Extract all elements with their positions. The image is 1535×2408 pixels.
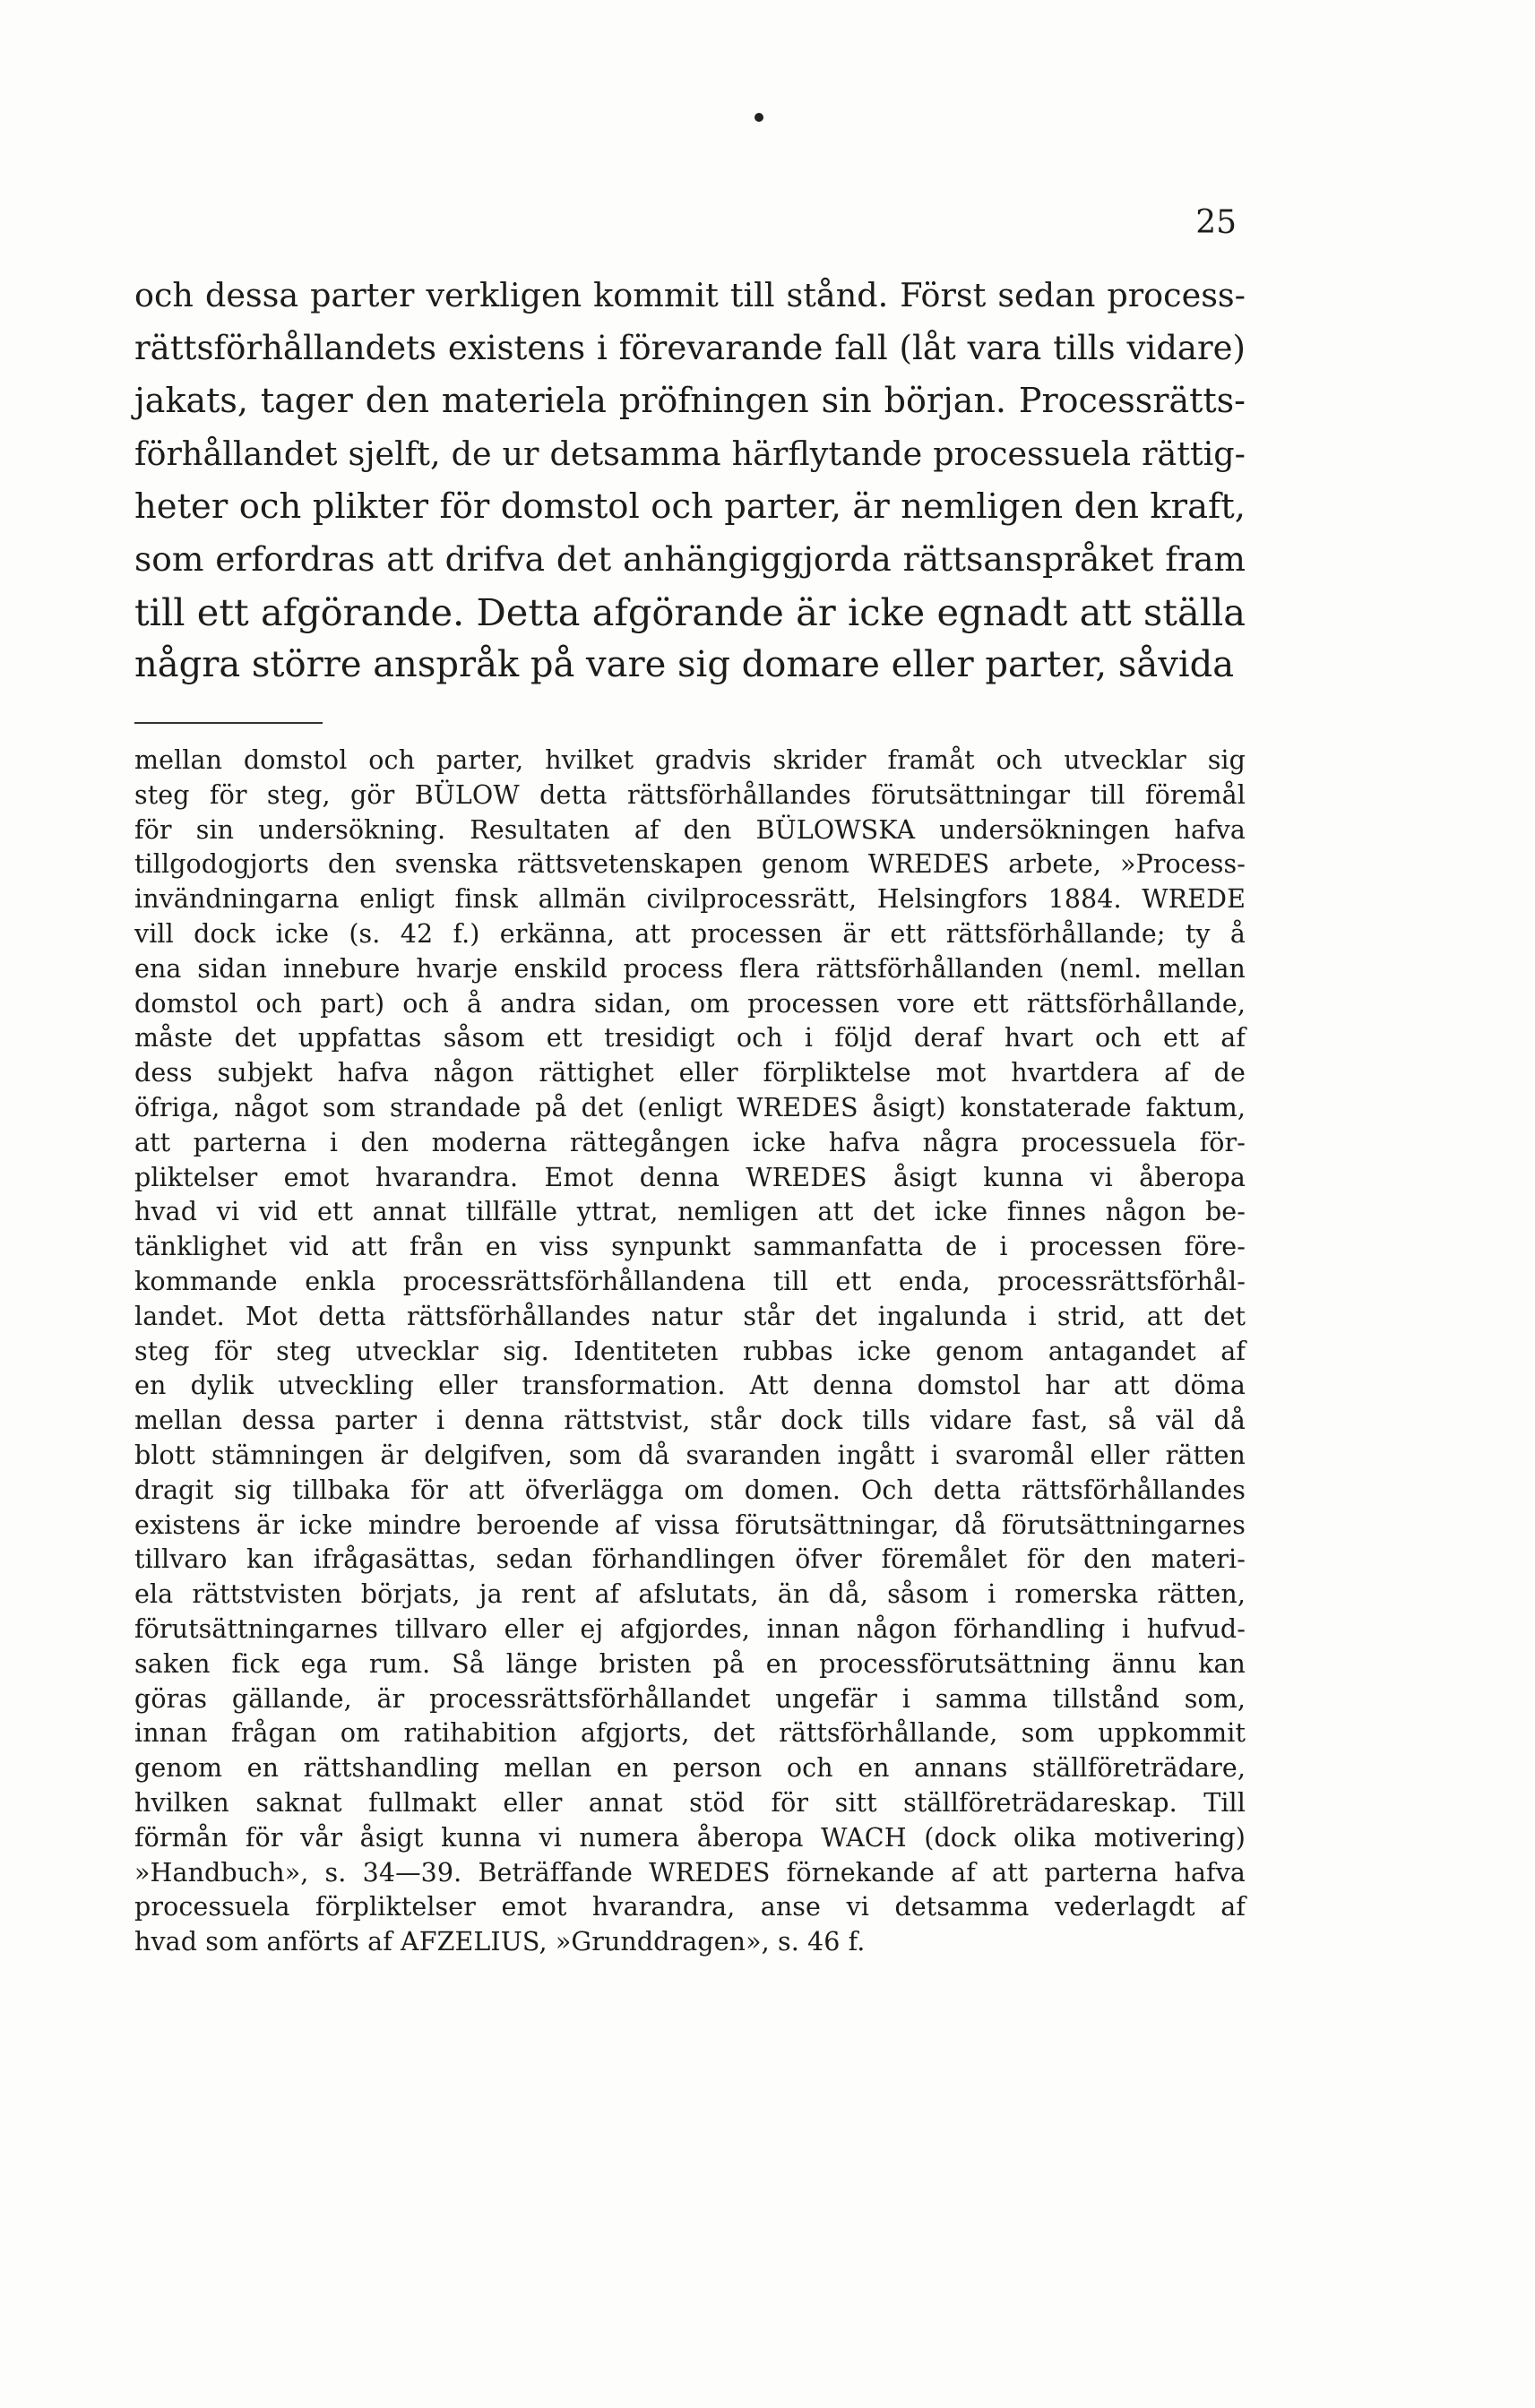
footnote-line: ela rättstvisten börjats, ja rent af afslutats, än då, såsom i romerska rätten, — [134, 1579, 1246, 1610]
footnote-line: dess subjekt hafva någon rättighet eller förpliktelse mot hvartdera af de — [134, 1058, 1246, 1088]
main-text-line: och dessa parter verkligen kommit till stånd. Först sedan process- — [134, 276, 1246, 314]
footnote-line: dragit sig tillbaka för att öfverlägga om domen. Och detta rättsförhållandes — [134, 1475, 1246, 1505]
footnote-line: öfriga, något som strandade på det (enligt WREDES åsigt) konstaterade faktum, — [134, 1092, 1246, 1122]
ink-speck — [755, 113, 763, 122]
page-number: 25 — [1195, 204, 1237, 241]
footnote-line: pliktelser emot hvarandra. Emot denna WREDES åsigt kunna vi åberopa — [134, 1162, 1246, 1192]
footnote-line: »Handbuch», s. 34—39. Beträffande WREDES förnekande af att parterna hafva — [134, 1857, 1246, 1888]
footnote-line: att parterna i den moderna rättegången icke hafva några processuela för- — [134, 1127, 1246, 1157]
footnote-line: göras gällande, är processrättsförhållandet ungefär i samma tillstånd som, — [134, 1683, 1246, 1714]
footnote-line: existens är icke mindre beroende af vissa förutsättningar, då förutsättningarnes — [134, 1509, 1246, 1540]
footnote-line: förmån för vår åsigt kunna vi numera åberopa WACH (dock olika motivering) — [134, 1822, 1246, 1853]
footnote-line: vill dock icke (s. 42 f.) erkänna, att processen är ett rättsförhållande; ty å — [134, 918, 1246, 949]
footnote-body — [134, 744, 1246, 1960]
footnote-line: förutsättningarnes tillvaro eller ej afgjordes, innan någon förhandling i hufvud- — [134, 1613, 1246, 1644]
footnote-line: invändningarna enligt finsk allmän civilprocessrätt, Helsingfors 1884. WREDE — [134, 884, 1246, 915]
footnote-line: för sin undersökning. Resultaten af den BÜLOWSKA undersökningen hafva — [134, 814, 1246, 845]
main-text-line: några större anspråk på vare sig domare eller parter, såvida — [134, 644, 1235, 685]
footnote-line: tillvaro kan ifrågasättas, sedan förhandlingen öfver föremålet för den materi- — [134, 1544, 1246, 1575]
footnote-line: mellan dessa parter i denna rättstvist, står dock tills vidare fast, så väl då — [134, 1406, 1246, 1436]
footnote-line: processuela förpliktelser emot hvarandra, anse vi detsamma vederlagdt af — [134, 1892, 1246, 1922]
footnote-line: en dylik utveckling eller transformation. Att denna domstol har att döma — [134, 1371, 1246, 1401]
footnote-line: tillgodogjorts den svenska rättsvetenskapen genom WREDES arbete, »Process- — [134, 849, 1246, 880]
footnote-line: saken fick ega rum. Så länge bristen på en processförutsättning ännu kan — [134, 1648, 1246, 1679]
footnote-line: steg för steg, gör BÜLOW detta rättsförhållandes förutsättningar till föremål — [134, 779, 1246, 810]
footnote-line: hvad som anförts af AFZELIUS, »Grunddragen», s. 46 f. — [134, 1927, 866, 1957]
footnote-line: steg för steg utvecklar sig. Identiteten rubbas icke genom antagandet af — [134, 1336, 1246, 1366]
footnote-line: måste det uppfattas såsom ett tresidigt och i följd deraf hvart och ett af — [134, 1023, 1246, 1054]
footnote-line: ena sidan innebure hvarje enskild process flera rättsförhållanden (neml. mellan — [134, 953, 1246, 984]
footnote-line: genom en rättshandling mellan en person och en annans ställföreträdare, — [134, 1753, 1246, 1784]
footnote-line: domstol och part) och å andra sidan, om processen vore ett rättsförhållande, — [134, 988, 1246, 1019]
footnote-separator — [134, 722, 323, 724]
footnote-line: innan frågan om ratihabition afgjorts, det rättsförhållande, som uppkommit — [134, 1718, 1246, 1749]
main-text-line: som erfordras att drifva det anhängiggjorda rättsanspråket fram — [134, 539, 1246, 579]
main-text-line: till ett afgörande. Detta afgörande är icke egnadt att ställa — [134, 590, 1246, 634]
footnote-line: tänklighet vid att från en viss synpunkt sammanfatta de i processen före- — [134, 1232, 1246, 1262]
main-text-line: jakats, tager den materiela pröfningen sin början. Processrätts- — [134, 381, 1246, 420]
main-text-line: heter och plikter för domstol och parter, är nemligen den kraft, — [134, 486, 1246, 527]
footnote-line: hvilken saknat fullmakt eller annat stöd för sitt ställföreträdareskap. Till — [134, 1787, 1246, 1818]
main-text-line: rättsförhållandets existens i förevarande fall (låt vara tills vidare) — [134, 329, 1246, 367]
main-text-line: förhållandet sjelft, de ur detsamma härflytande processuela rättig- — [134, 434, 1246, 473]
footnote-line: hvad vi vid ett annat tillfälle yttrat, nemligen att det icke finnes någon be- — [134, 1197, 1246, 1227]
main-text-body — [134, 269, 1246, 692]
footnote-line: blott stämningen är delgifven, som då svaranden ingått i svaromål eller rätten — [134, 1440, 1246, 1470]
footnote-line: kommande enkla processrättsförhållandena till ett enda, processrättsförhål- — [134, 1266, 1246, 1296]
footnote-line: landet. Mot detta rättsförhållandes natur står det ingalunda i strid, att det — [134, 1301, 1246, 1331]
footnote-line: mellan domstol och parter, hvilket gradvis skrider framåt och utvecklar sig — [134, 745, 1246, 775]
